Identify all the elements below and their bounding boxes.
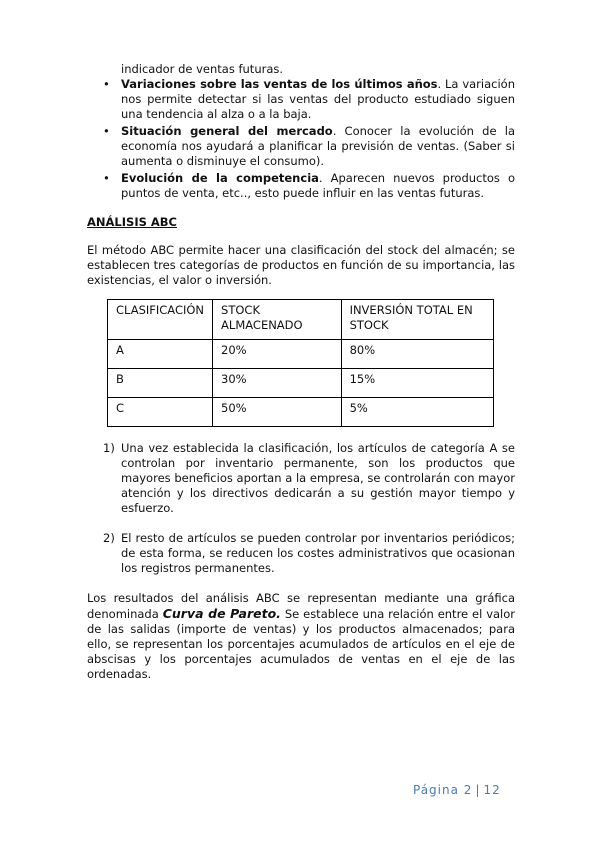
table-header-cell: INVERSIÓN TOTAL EN STOCK [341,300,493,340]
table-cell: 20% [213,340,342,369]
bullet-icon: • [103,124,110,138]
results-text-before: Los resultados del análisis ABC se representan mediante una gráfica denominada [87,591,515,621]
list-item-title: Variaciones sobre las ventas de los últimos años [121,77,438,91]
numbered-list [87,441,515,576]
table-header-cell: CLASIFICACIÓN [108,300,213,340]
table-cell: A [108,340,213,369]
bullet-icon: • [103,77,110,91]
table-header-cell: STOCK ALMACENADO [213,300,342,340]
abc-table [107,299,494,427]
list-item [87,531,515,576]
footer-separator: | [475,783,481,797]
page-number: 2 [463,783,473,797]
footer-label: Página [413,783,459,797]
list-item-title: Evolución de la competencia [121,171,319,185]
table-cell: C [108,398,213,427]
factor-list [87,77,515,201]
table-row [108,369,494,398]
list-item [87,441,515,516]
list-item-text: El resto de artículos se pueden controlar por inventarios periódicos; de esta forma, se reducen los costes administrativos que ocasionan los registros permanentes. [121,531,515,575]
list-item [87,77,515,122]
table-row [108,398,494,427]
list-number: 2) [103,531,115,545]
results-text-after: Se establece una relación entre el valor de las salidas (importe de ventas) y los productos almacenados; para ello, se representan los porcentajes acumulados de artículos en el eje de abscisas y los porcentajes acumulados de ventas en el eje de las ordenadas. [87,607,516,681]
bullet-icon: • [103,171,110,185]
page-total: 12 [483,783,501,797]
results-paragraph [87,591,515,682]
list-item-text: . Aparecen nuevos productos o puntos de venta, etc.., esto puede influir en las ventas futuras. [121,171,515,200]
page-footer [413,783,523,798]
page-content [87,62,515,682]
table-cell: 50% [213,398,342,427]
list-item-text: Una vez establecida la clasificación, los artículos de categoría A se controlan por inventario permanente, son los productos que mayores beneficios aportan a la empresa, se controlarán con mayor atención y los directivos dedicarán a su gestión mayor tiempo y esfuerzo. [121,441,515,515]
table-cell: 30% [213,369,342,398]
table-cell: 80% [341,340,493,369]
list-item-title: Situación general del mercado [121,124,333,138]
list-item-text: . La variación nos permite detectar si las ventas del producto estudiado siguen una tendencia al alza o a la baja. [121,77,515,121]
pareto-term: Curva de Pareto. [162,606,281,621]
list-number: 1) [103,441,115,455]
table-cell: 15% [341,369,493,398]
continuation-text: indicador de ventas futuras. [121,62,284,76]
table-cell: 5% [341,398,493,427]
table-header-row [108,300,494,340]
table-cell: B [108,369,213,398]
list-item [87,171,515,201]
intro-paragraph: El método ABC permite hacer una clasificación del stock del almacén; se establecen tres categorías de productos en función de su importancia, las existencias, el valor o inversión. [87,243,515,287]
list-item-text: . Conocer la evolución de la economía nos ayudará a planificar la previsión de ventas. (Saber si aumenta o disminuye el consumo). [121,124,515,168]
section-title: ANÁLISIS ABC [87,215,177,229]
table-row [108,340,494,369]
list-item [87,124,515,169]
